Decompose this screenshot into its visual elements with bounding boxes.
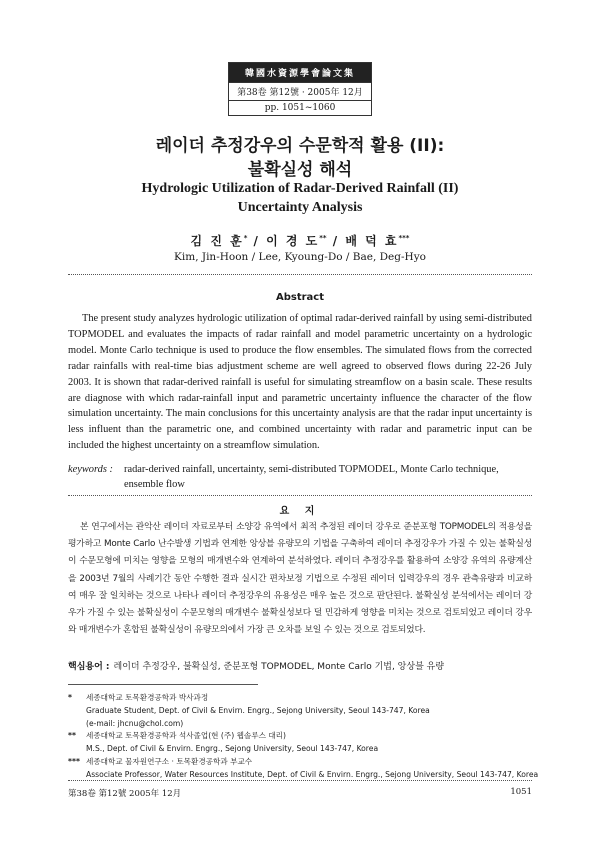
korean-keywords-text: 레이더 추정강우, 불확실성, 준분포형 TOPMODEL, Monte Carlo 기법, 앙상블 유량 xyxy=(113,662,445,672)
author-2-mark: ** xyxy=(319,234,327,242)
journal-info-box xyxy=(228,62,372,116)
footnote-en: M.S., Dept. of Civil & Envirn. Engrg., Sejong University, Seoul 143-747, Korea xyxy=(86,744,379,754)
footnote-mark: * xyxy=(68,693,72,702)
keywords xyxy=(68,462,532,492)
footnote-ko: 세종대학교 토목환경공학과 석사졸업(현 (주) 웹솔루스 대리) xyxy=(86,731,286,741)
footnote-ko: 세종대학교 토목환경공학과 박사과정 xyxy=(86,693,209,702)
korean-keywords xyxy=(68,659,532,672)
author-3-mark: *** xyxy=(398,234,410,242)
author-1-mark: * xyxy=(243,234,248,242)
korean-authors xyxy=(0,232,600,249)
footnote-mark: ** xyxy=(68,731,76,741)
english-title-line1: Hydrologic Utilization of Radar-Derived Rainfall (II) xyxy=(141,181,459,196)
footnote xyxy=(68,692,548,730)
footnote xyxy=(68,756,548,782)
korean-keywords-label: 핵심용어 : xyxy=(68,662,110,672)
footer-rule xyxy=(68,780,532,781)
footnote-ko: 세종대학교 물자원연구소 · 토목환경공학과 부교수 xyxy=(86,756,253,766)
author-separator: / xyxy=(326,234,346,248)
footnote-en: Graduate Student, Dept. of Civil & Envirn. Engrg., Sejong University, Seoul 143-747, Korea xyxy=(86,705,430,715)
footnote-en: Associate Professor, Water Resources Institute, Dept. of Civil & Envirn. Engrg., Sejong University, Seoul 143-747, Korea xyxy=(86,769,539,779)
english-authors: Kim, Jin-Hoon / Lee, Kyoung-Do / Bae, Deg-Hyo xyxy=(174,251,426,263)
korean-abstract-heading: 요 지 xyxy=(279,506,321,517)
footnote-email: (e-mail: jhcnu@chol.com) xyxy=(86,718,184,728)
journal-name: 韓國水資源學會論文集 xyxy=(229,63,371,82)
page-number: 1051 xyxy=(510,787,532,797)
korean-title-line1: 레이더 추정강우의 수문학적 활용 (II): xyxy=(155,136,445,156)
author-1-ko: 김 진 훈 xyxy=(190,234,244,248)
journal-issue: 第38卷 第12號 · 2005年 12月 xyxy=(229,82,371,100)
abstract-heading: Abstract xyxy=(275,292,325,303)
english-title-line2: Uncertainty Analysis xyxy=(237,200,363,215)
footnotes xyxy=(68,692,548,782)
divider xyxy=(68,274,532,275)
korean-abstract-body: 본 연구에서는 관악산 레이더 자료로부터 소양강 유역에서 최적 추정된 레이더 강우로 준분포형 TOPMODEL의 적용성을 평가하고 Monte Carlo 난수발생 기법과 연계한 앙상블 유량모의 기법을 구축하여 레이더 추정강우가 가질 수 있는 불확실성이 수문모형에 미치는 영향을 모형의 매개변수와 연계하여 분석하였다. 레이더 추정강우를 활용하여 소양강 유역의 유량계산을 2003년 7월의 사례기간 동안 수행한 결과 실시간 편차보정 기법으로 수정된 레이더 입력강우의 경우 관측유량과 비교하여 매우 잘 일치하는 것으로 나타나 레이더 추정강우의 유용성은 매우 높은 것으로 판단된다. 불확실성 분석에서는 레이더 강우가 가질 수 있는 불확실성이 수문모형의 매개변수 불확실성보다 덜 민감하게 영향을 미치는 것으로 검토되었고 레이더 강우와 매개변수가 혼합된 불확실성이 유량모의에서 가장 큰 오차를 보일 수 있는 것으로 검토되었다. xyxy=(68,522,532,636)
korean-title-line2: 불확실성 해석 xyxy=(247,160,353,180)
divider xyxy=(68,495,532,496)
footnote-rule xyxy=(68,684,258,685)
author-2-ko: 이 경 도 xyxy=(266,234,320,248)
keywords-text: radar-derived rainfall, uncertainty, semi-distributed TOPMODEL, Monte Carlo technique, ensemble flow xyxy=(124,464,499,490)
footnote xyxy=(68,730,548,756)
author-separator: / xyxy=(247,234,267,248)
footnote-mark: *** xyxy=(68,756,80,766)
abstract-body: The present study analyzes hydrologic utilization of optimal radar-derived rainfall by using semi-distributed TOPMODEL and evaluates the impacts of radar rainfall and model parametric uncertainty on a hydrologic model. Monte Carlo technique is used to produce the flow ensembles. The simulated flows from the corrected radar rainfalls with real-time bias adjustment scheme are well agreed to observed flows during 22-26 July 2003. It is shown that radar-derived rainfall is useful for simulating streamflow on a basin scale. These results are diagnose with which radar-rainfall input and parametric uncertainty influence the character of the flow simulation uncertainty. The main conclusions for this uncertainty analysis are that the radar input uncertainty is less influent than the parametric one, and combined uncertainty with radar and parametric input can be included the highest uncertainty on a streamflow simulation. xyxy=(68,313,532,452)
journal-pages: pp. 1051~1060 xyxy=(229,100,371,115)
author-3-ko: 배 덕 효 xyxy=(345,234,399,248)
keywords-label: keywords : xyxy=(68,464,113,475)
footer-journal-issue: 第38卷 第12號 2005年 12月 xyxy=(68,789,182,799)
